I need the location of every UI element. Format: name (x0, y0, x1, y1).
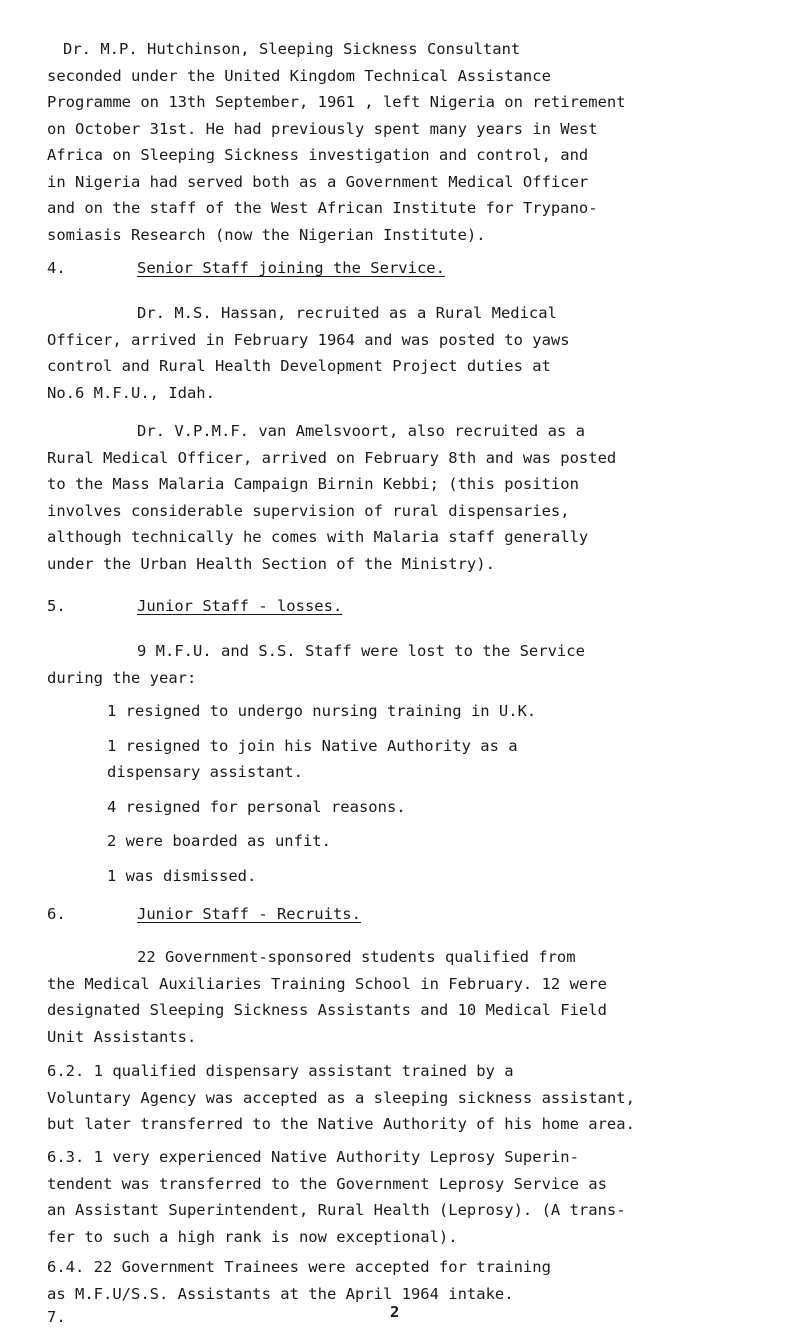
next-section-number: 7. (47, 1308, 66, 1326)
section-4-title: Senior Staff joining the Service. (137, 259, 445, 277)
section-4-paragraph-2: Dr. V.P.M.F. van Amelsvoort, also recruited as a Rural Medical Officer, arrived on February 8th and was posted to the Mass Malaria Campaign Birnin Kebbi; (this position involves considerable supervision of rural dispensaries, although technically he comes with Malaria staff generally under the Urban Health Section of the Ministry). (47, 422, 617, 573)
section-5-title: Junior Staff - losses. (137, 597, 343, 615)
page-number: 2 (390, 1303, 400, 1321)
section-6-title: Junior Staff - Recruits. (137, 905, 361, 923)
list-item: 1 resigned to undergo nursing training in U.K. (107, 702, 537, 720)
list-item: 1 was dismissed. (107, 866, 257, 885)
list-item: 4 resigned for personal reasons. (107, 797, 406, 816)
section-5-intro: 9 M.F.U. and S.S. Staff were lost to the Service during the year: (47, 642, 585, 687)
section-4-number: 4. (47, 259, 66, 277)
section-6-number: 6. (47, 905, 66, 923)
section-6-2-paragraph: 6.2. 1 qualified dispensary assistant trained by a Voluntary Agency was accepted as a sleeping sickness assistant, but later transferred to the Native Authority of his home area. (47, 1062, 635, 1133)
list-item: 2 were boarded as unfit. (107, 832, 331, 850)
section-5-number: 5. (47, 597, 66, 615)
losses-list (107, 698, 767, 897)
intro-paragraph: Dr. M.P. Hutchinson, Sleeping Sickness Consultant seconded under the United Kingdom Technical Assistance Programme on 13th September, 1961 , left Nigeria on retirement on October 31st. He had previously spent many years in West Africa on Sleeping Sickness investigation and control, and in Nigeria had served both as a Government Medical Officer and on the staff of the West African Institute for Trypano- somiasis Research (now the Nigerian Institute). (47, 40, 626, 244)
section-6-3-paragraph: 6.3. 1 very experienced Native Authority Leprosy Superin- tendent was transferred to the Government Leprosy Service as an Assistant Superintendent, Rural Health (Leprosy). (A trans- fer to such a high rank is now exceptional). (47, 1148, 626, 1246)
list-item: 1 resigned to join his Native Authority as a dispensary assistant. (107, 736, 518, 781)
section-6-4-paragraph: 6.4. 22 Government Trainees were accepted for training as M.F.U/S.S. Assistants at the April 1964 intake. (47, 1258, 551, 1303)
section-4-paragraph-1: Dr. M.S. Hassan, recruited as a Rural Medical Officer, arrived in February 1964 and was posted to yaws control and Rural Health Development Project duties at No.6 M.F.U., Idah. (47, 304, 570, 402)
section-6-paragraph-1: 22 Government-sponsored students qualified from the Medical Auxiliaries Training School in February. 12 were designated Sleeping Sickness Assistants and 10 Medical Field Unit Assistants. (47, 948, 607, 1046)
